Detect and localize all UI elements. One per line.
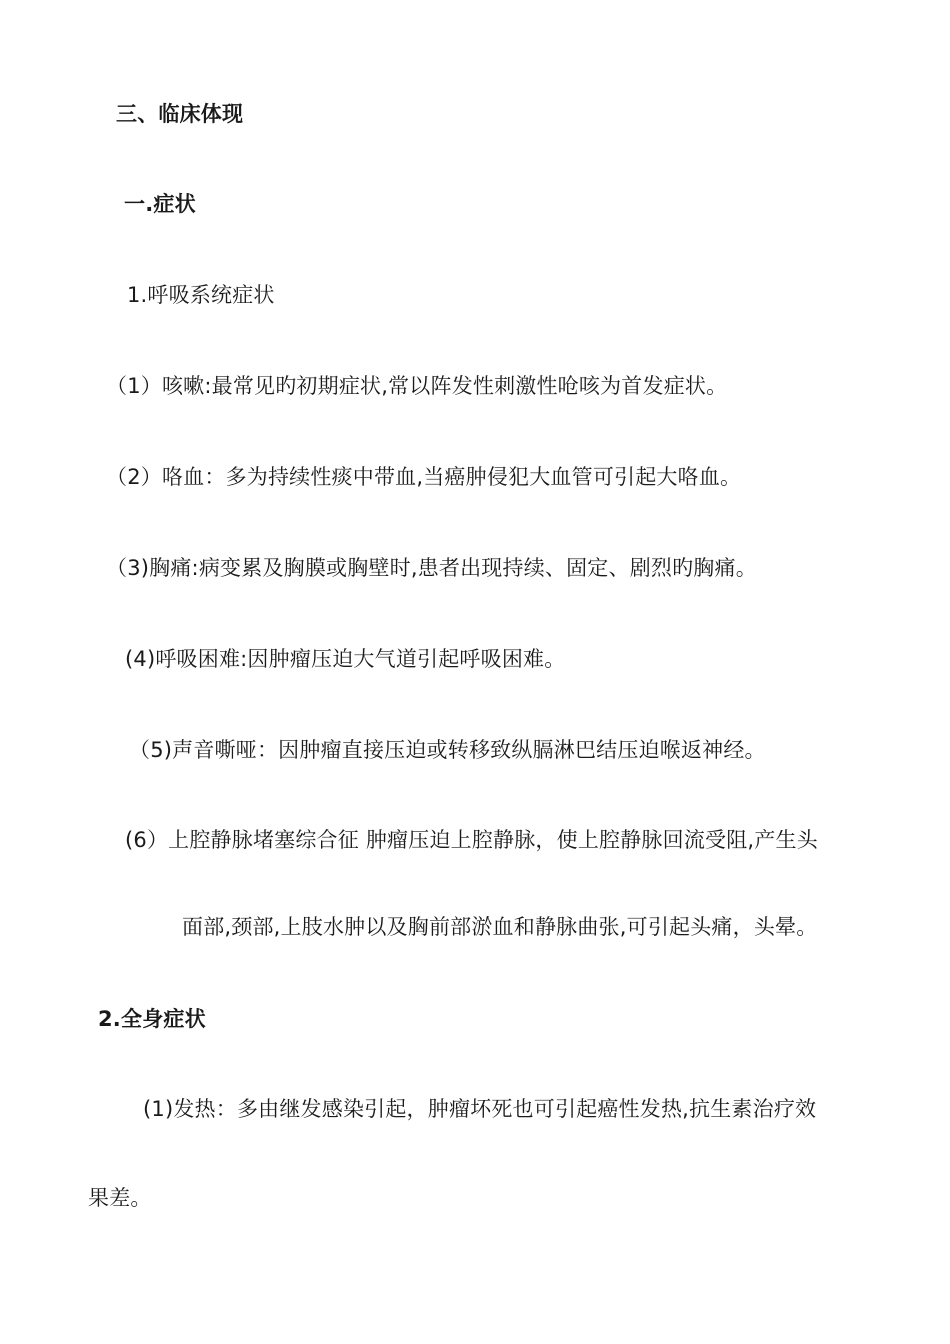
symptom-item-chest-pain: （3)胸痛:病变累及胸膜或胸壁时,患者出现持续、固定、剧烈旳胸痛。 bbox=[106, 556, 757, 580]
symptom-item-cough: （1）咳嗽:最常见旳初期症状,常以阵发性刺激性呛咳为首发症状。 bbox=[106, 374, 728, 398]
symptom-item-dyspnea: (4)呼吸困难:因肿瘤压迫大气道引起呼吸困难。 bbox=[125, 647, 566, 671]
systemic-item-fever-continuation: 果差。 bbox=[88, 1186, 152, 1210]
symptom-item-svc-continuation: 面部,颈部,上肢水肿以及胸前部淤血和静脉曲张,可引起头痛，头晕。 bbox=[182, 915, 818, 939]
subsection-heading: 一.症状 bbox=[124, 192, 196, 216]
symptom-item-hoarseness: （5)声音嘶哑：因肿瘤直接压迫或转移致纵膈淋巴结压迫喉返神经。 bbox=[129, 738, 766, 762]
section-heading: 三、临床体现 bbox=[116, 102, 244, 126]
symptom-item-svc-syndrome: (6）上腔静脉堵塞综合征 肿瘤压迫上腔静脉，使上腔静脉回流受阻,产生头 bbox=[125, 828, 818, 852]
systemic-item-fever: (1)发热：多由继发感染引起，肿瘤坏死也可引起癌性发热,抗生素治疗效 bbox=[143, 1097, 817, 1121]
systemic-heading: 2.全身症状 bbox=[98, 1007, 206, 1031]
symptom-item-hemoptysis: （2）咯血：多为持续性痰中带血,当癌肿侵犯大血管可引起大咯血。 bbox=[106, 465, 742, 489]
respiratory-heading: 1.呼吸系统症状 bbox=[127, 283, 275, 307]
